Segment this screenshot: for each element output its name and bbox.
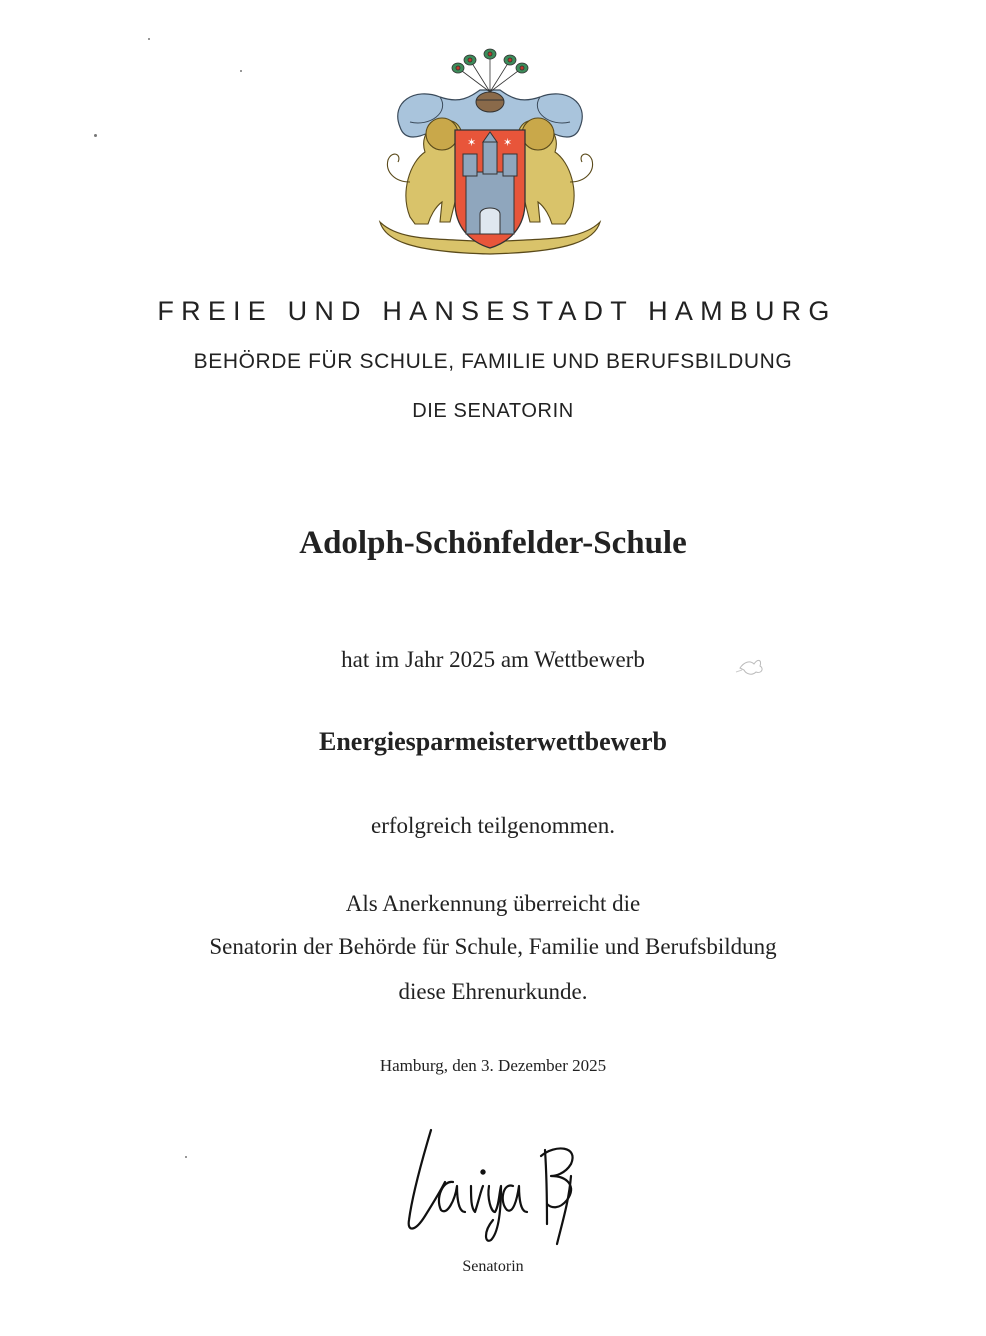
signatory-title: Senatorin: [462, 1258, 524, 1275]
signature-icon: [395, 1120, 595, 1250]
scan-speck: [148, 38, 150, 40]
contest-name: Energiesparmeisterwettbewerb: [319, 727, 667, 756]
letterhead-city: FREIE UND HANSESTADT HAMBURG: [157, 296, 837, 326]
participation-text: hat im Jahr 2025 am Wettbewerb: [341, 647, 645, 672]
recipient-name: Adolph-Schönfelder-Schule: [299, 525, 687, 561]
svg-text:✶: ✶: [467, 136, 477, 149]
letterhead-authority: BEHÖRDE FÜR SCHULE, FAMILIE UND BERUFSBILDUNG: [193, 350, 793, 373]
success-text: erfolgreich teilgenommen.: [371, 813, 615, 838]
place-and-date: Hamburg, den 3. Dezember 2025: [379, 1056, 607, 1075]
recognition-line-3: diese Ehrenurkunde.: [398, 979, 588, 1004]
hamburg-coat-of-arms-icon: [370, 42, 610, 257]
scan-speck: [185, 1156, 187, 1158]
scan-speck: [94, 134, 97, 137]
svg-text:✶: ✶: [503, 136, 513, 149]
letterhead-office: DIE SENATORIN: [412, 400, 574, 422]
scan-smudge: [730, 648, 774, 684]
recognition-line-2: Senatorin der Behörde für Schule, Familie und Berufsbildung: [209, 934, 777, 959]
recognition-line-1: Als Anerkennung überreicht die: [345, 891, 641, 916]
scan-speck: [240, 70, 242, 72]
